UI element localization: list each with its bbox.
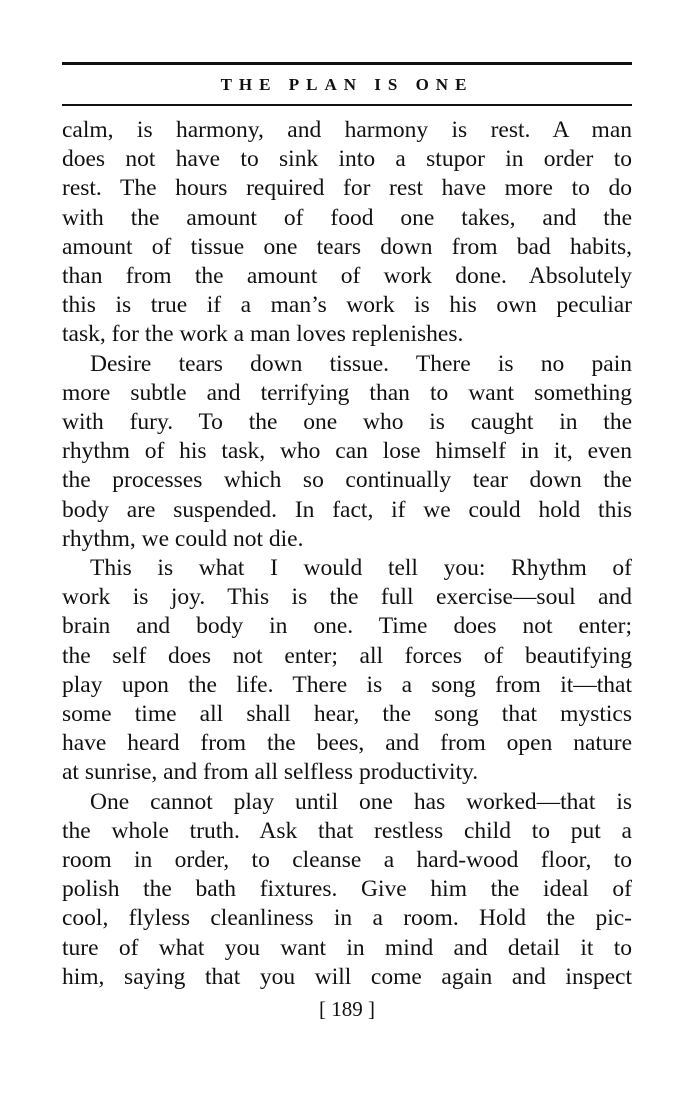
text-line: the whole truth. Ask that restless child to put a	[62, 817, 632, 844]
text-line: have heard from the bees, and from open nature	[62, 730, 632, 757]
text-line: amount of tissue one tears down from bad habits,	[62, 233, 632, 260]
text-line: room in order, to cleanse a hard-wood floor, to	[62, 847, 632, 874]
text-line: him, saying that you will come again and inspect	[62, 963, 632, 990]
paragraph-4	[62, 788, 632, 992]
header-rule-top	[62, 62, 632, 65]
text-line: at sunrise, and from all selfless productivity.	[62, 759, 479, 786]
text-line: some time all shall hear, the song that mystics	[62, 701, 632, 728]
text-line: rhythm, we could not die.	[62, 525, 304, 552]
text-line: with the amount of food one takes, and the	[62, 204, 632, 231]
text-line: play upon the life. There is a song from it—that	[62, 671, 632, 698]
paragraph-1	[62, 116, 632, 350]
text-line: Desire tears down tissue. There is no pain	[90, 350, 632, 377]
text-line: One cannot play until one has worked—that is	[90, 788, 632, 815]
text-line: the processes which so continually tear down the	[62, 467, 632, 494]
text-line: ture of what you want in mind and detail it to	[62, 934, 632, 961]
text-line: polish the bath fixtures. Give him the ideal of	[62, 876, 632, 903]
paragraph-3	[62, 554, 632, 788]
text-line: this is true if a man’s work is his own peculiar	[62, 292, 632, 319]
body-text	[62, 116, 632, 992]
text-line: This is what I would tell you: Rhythm of	[90, 555, 632, 582]
running-head: THE PLAN IS ONE	[220, 75, 474, 94]
text-line: with fury. To the one who is caught in the	[62, 409, 632, 436]
page-number: [ 189 ]	[319, 997, 375, 1021]
text-line: calm, is harmony, and harmony is rest. A man	[62, 117, 632, 143]
text-line: work is joy. This is the full exercise—soul and	[62, 584, 632, 611]
text-line: body are suspended. In fact, if we could hold this	[62, 496, 632, 523]
text-line: rest. The hours required for rest have more to do	[62, 175, 632, 202]
text-line: brain and body in one. Time does not enter;	[62, 613, 632, 640]
text-line: rhythm of his task, who can lose himself in it, even	[62, 438, 632, 465]
text-line: does not have to sink into a stupor in order to	[62, 146, 632, 173]
text-line: cool, flyless cleanliness in a room. Hold the pic-	[62, 905, 632, 932]
text-line: the self does not enter; all forces of beautifying	[62, 642, 632, 669]
text-line: more subtle and terrifying than to want something	[62, 379, 632, 406]
text-line: task, for the work a man loves replenishes.	[62, 321, 464, 348]
paragraph-2	[62, 350, 632, 554]
header-rule-bottom	[62, 104, 632, 106]
text-line: than from the amount of work done. Absolutely	[62, 263, 632, 290]
